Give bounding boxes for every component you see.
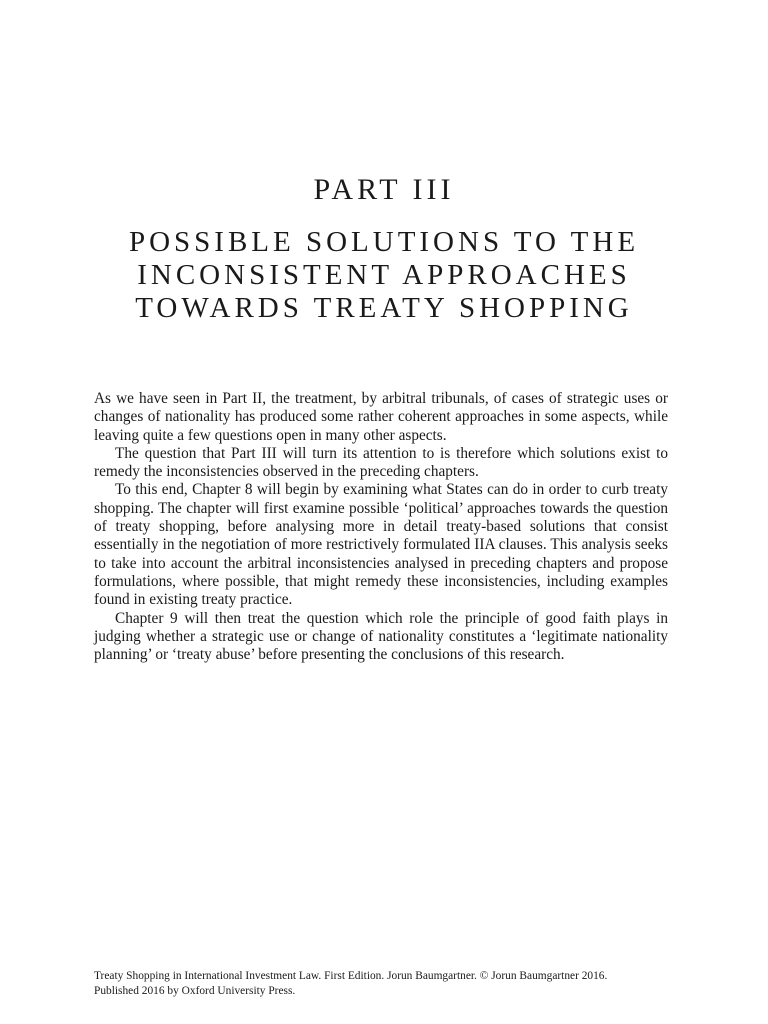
body-paragraph: As we have seen in Part II, the treatment, by arbitral tribunals, of cases of strategic uses or changes of nationality has produced some rather coherent approaches in some aspects, while leaving quite a few questions open in many other aspects. <box>94 390 668 444</box>
part-title-line: POSSIBLE SOLUTIONS TO THE <box>128 226 640 258</box>
body-paragraph: Chapter 9 will then treat the question which role the principle of good faith plays in judging whether a strategic use or change of nationality constitutes a ‘legitimate nationality planning’ or ‘treaty abuse’ before presenting the conclusions of this research. <box>94 609 668 664</box>
part-title <box>0 226 768 325</box>
part-label: PART III <box>313 173 455 206</box>
body-paragraph: To this end, Chapter 8 will begin by examining what States can do in order to curb treaty shopping. The chapter will first examine possible ‘political’ approaches towards the question of treaty shopping, before analysing more in detail treaty-based solutions that consist essentially in the negotiation of more restrictively formulated IIA clauses. This analysis seeks to take into account the arbitral inconsistencies analysed in preceding chapters and propose formulations, where possible, that might remedy these inconsistencies, including examples found in existing treaty practice. <box>94 481 668 609</box>
copyright-footer: Treaty Shopping in International Investment Law. First Edition. Jorun Baumgartner. © Jorun Baumgartner 2016. Published 2016 by Oxford University Press. <box>94 970 608 997</box>
body-paragraph: The question that Part III will turn its attention to is therefore which solutions exist to remedy the inconsistencies observed in the preceding chapters. <box>94 444 668 481</box>
body-text <box>94 390 668 664</box>
part-title-line: INCONSISTENT APPROACHES <box>137 259 631 291</box>
part-title-line: TOWARDS TREATY SHOPPING <box>135 292 633 324</box>
